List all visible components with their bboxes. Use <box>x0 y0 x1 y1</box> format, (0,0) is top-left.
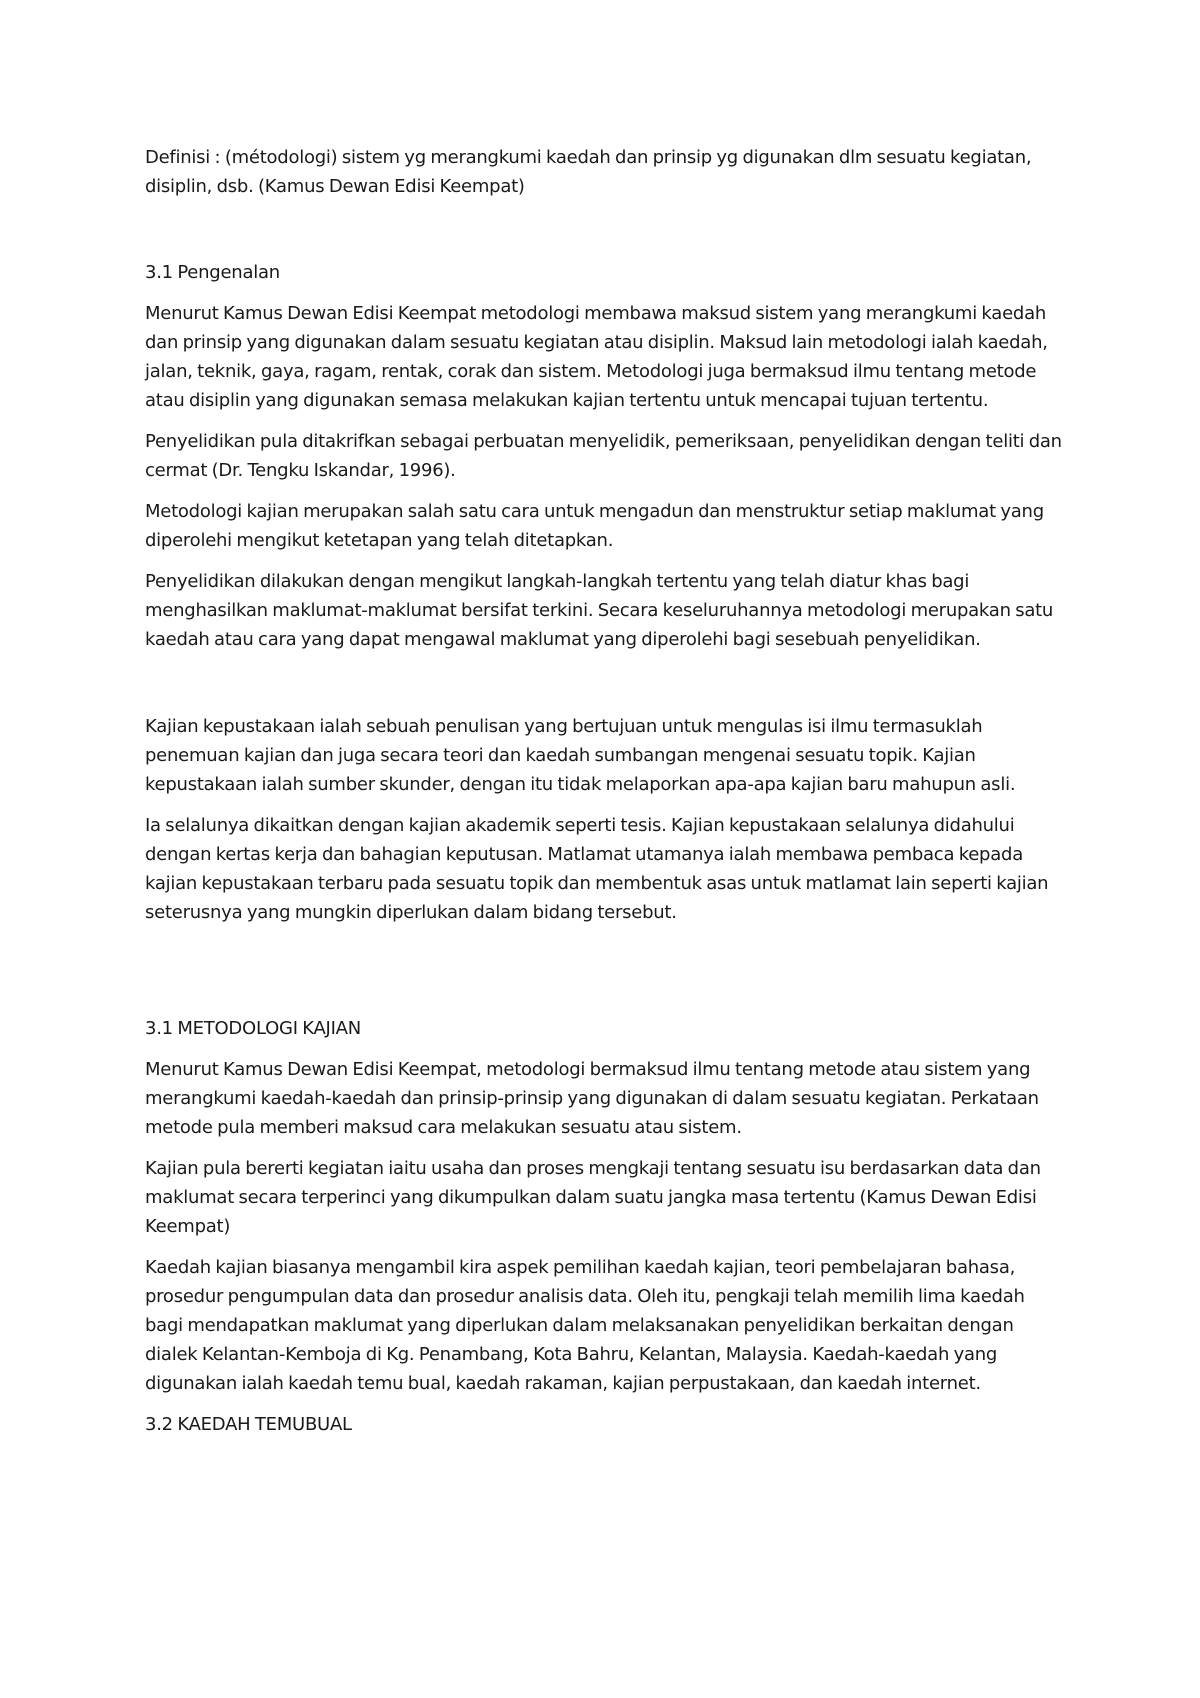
section-heading-metodologi-kajian: 3.1 METODOLOGI KAJIAN <box>145 1018 361 1039</box>
section-heading-kaedah-temubual: 3.2 KAEDAH TEMUBUAL <box>145 1414 352 1435</box>
definition-paragraph: Definisi : (métodologi) sistem yg merangkumi kaedah dan prinsip yg digunakan dlm sesuatu kegiatan, disiplin, dsb. (Kamus Dewan Edisi Keempat) <box>145 147 1032 197</box>
paragraph: Menurut Kamus Dewan Edisi Keempat metodologi membawa maksud sistem yang merangkumi kaedah dan prinsip yang digunakan dalam sesuatu kegiatan atau disiplin. Maksud lain metodologi ialah kaedah, jalan, teknik, gaya, ragam, rentak, corak dan sistem. Metodologi juga bermaksud ilmu tentang metode atau disiplin yang digunakan semasa melakukan kajian tertentu untuk mencapai tujuan tertentu. <box>145 303 1048 411</box>
paragraph: Kajian pula bererti kegiatan iaitu usaha dan proses mengkaji tentang sesuatu isu berdasarkan data dan maklumat secara terperinci yang dikumpulkan dalam suatu jangka masa tertentu (Kamus Dewan Edisi Keempat) <box>145 1158 1041 1237</box>
paragraph: Kajian kepustakaan ialah sebuah penulisan yang bertujuan untuk mengulas isi ilmu termasuklah penemuan kajian dan juga secara teori dan kaedah sumbangan mengenai sesuatu topik. Kajian kepustakaan ialah sumber skunder, dengan itu tidak melaporkan apa-apa kajian baru mahupun asli. <box>145 716 1016 795</box>
paragraph: Penyelidikan dilakukan dengan mengikut langkah-langkah tertentu yang telah diatur khas bagi menghasilkan maklumat-maklumat bersifat terkini. Secara keseluruhannya metodologi merupakan satu kaedah atau cara yang dapat mengawal maklumat yang diperolehi bagi sesebuah penyelidikan. <box>145 571 1054 650</box>
document-body <box>145 143 1065 1451</box>
spacer <box>145 939 1065 1014</box>
paragraph: Ia selalunya dikaitkan dengan kajian akademik seperti tesis. Kajian kepustakaan selalunya didahului dengan kertas kerja dan bahagian keputusan. Matlamat utamanya ialah membawa pembaca kepada kajian kepustakaan terbaru pada sesuatu topik dan membentuk asas untuk matlamat lain seperti kajian seterusnya yang mungkin diperlukan dalam bidang tersebut. <box>145 815 1049 923</box>
paragraph: Penyelidikan pula ditakrifkan sebagai perbuatan menyelidik, pemeriksaan, penyelidikan dengan teliti dan cermat (Dr. Tengku Iskandar, 1996). <box>145 431 1062 481</box>
spacer <box>145 213 1065 258</box>
paragraph: Metodologi kajian merupakan salah satu cara untuk mengadun dan menstruktur setiap maklumat yang diperolehi mengikut ketetapan yang telah ditetapkan. <box>145 501 1044 551</box>
paragraph: Kaedah kajian biasanya mengambil kira aspek pemilihan kaedah kajian, teori pembelajaran bahasa, prosedur pengumpulan data dan prosedur analisis data. Oleh itu, pengkaji telah memilih lima kaedah bagi mendapatkan maklumat yang diperlukan dalam melaksanakan penyelidikan berkaitan dengan dialek Kelantan-Kemboja di Kg. Penambang, Kota Bahru, Kelantan, Malaysia. Kaedah-kaedah yang digunakan ialah kaedah temu bual, kaedah rakaman, kajian perpustakaan, dan kaedah internet. <box>145 1257 1025 1394</box>
paragraph: Menurut Kamus Dewan Edisi Keempat, metodologi bermaksud ilmu tentang metode atau sistem yang merangkumi kaedah-kaedah dan prinsip-prinsip yang digunakan di dalam sesuatu kegiatan. Perkataan metode pula memberi maksud cara melakukan sesuatu atau sistem. <box>145 1059 1039 1138</box>
spacer <box>145 666 1065 712</box>
section-heading-pengenalan: 3.1 Pengenalan <box>145 262 280 283</box>
